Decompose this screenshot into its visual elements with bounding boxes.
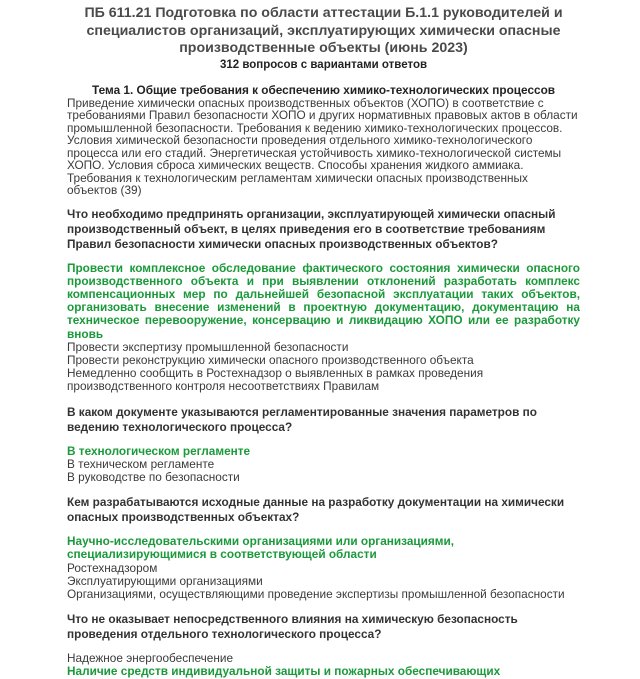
document-subtitle: 312 вопросов с вариантами ответов (219, 58, 428, 71)
topic-heading: Тема 1. Общие требования к обеспечению химико-технологических процессов (91, 82, 556, 97)
answer-option: Эксплуатирующими организациями (67, 573, 263, 588)
answer-option: Организациями, осуществляющими проведение экспертизы промышленной безопасности (67, 586, 565, 601)
answer-option: Ростехнадзором (67, 560, 158, 575)
correct-answer-2: В технологическом регламенте (67, 443, 251, 458)
cut-off-answer: Наличие средств индивидуальной защиты и пожарных обеспечивающих (67, 664, 501, 679)
answer-option: В руководстве по безопасности (67, 469, 240, 484)
answer-option: Провести реконструкцию химически опасного производственного объекта (67, 352, 474, 367)
document-content (67, 5, 580, 679)
answers-3 (67, 535, 580, 601)
correct-answer-3: Научно-исследовательскими организациями или организациями, специализирующимися в соответствующей области (67, 534, 455, 562)
topic-description: Приведение химически опасных производственных объектов (ХОПО) в соответствие с требованиями Правил безопасности ХОПО и других нормативных правовых актов в области промышленной безопасности. Требования к ведению химико-технологических процессов. Условия химической безопасности проведения отдельного химико-технологического процесса или его стадий. Энергетическая устойчивость химико-технологической системы ХОПО. Условия сброса химических веществ. Способы хранения жидкого аммиака. Требования к технологическим регламентам химически опасных производственных объектов (39) (67, 95, 578, 197)
question-2: В каком документе указываются регламентированные значения параметров по ведению технологического процесса? (67, 404, 537, 434)
answer-option: Немедленно сообщить в Ростехнадзор о выявленных в рамках проведения производственного контроля несоответствиях Правилам (67, 366, 484, 394)
document-title: ПБ 611.21 Подготовка по области аттестации Б.1.1 руководителей и специалистов организаций, эксплуатирующих химически опасные производственные объекты (июнь 2023) (84, 5, 563, 56)
question-4: Что не оказывает непосредственного влияния на химическую безопасность проведения отдельного технологического процесса? (67, 612, 518, 642)
answer-option: Провести экспертизу промышленной безопасности (67, 339, 349, 354)
answer-option: Надежное энергообеспечение (67, 651, 234, 666)
question-3: Кем разрабатываются исходные данные на разработку документации на химически опасных производственных объектах? (67, 495, 565, 525)
question-1: Что необходимо предпринять организации, эксплуатирующей химически опасный производственный объект, в целях приведения его в соответствие требованиям Правил безопасности химически опасных производственных объектов? (67, 206, 556, 251)
answers-2 (67, 445, 580, 485)
answer-option: В техническом регламенте (67, 456, 215, 471)
correct-answer-1: Провести комплексное обследование фактического состояния химически опасного производственного объекта и при выявлении отклонений разработать комплекс компенсационных мер по дальнейшей безопасной эксплуатации таких объектов, организовать внесение изменений в проектную документацию, документацию на техническое перевооружение, консервацию и ликвидацию ХОПО или ее разработку вновь (67, 260, 580, 341)
answers-4 (67, 652, 580, 678)
answers-1 (67, 262, 580, 394)
